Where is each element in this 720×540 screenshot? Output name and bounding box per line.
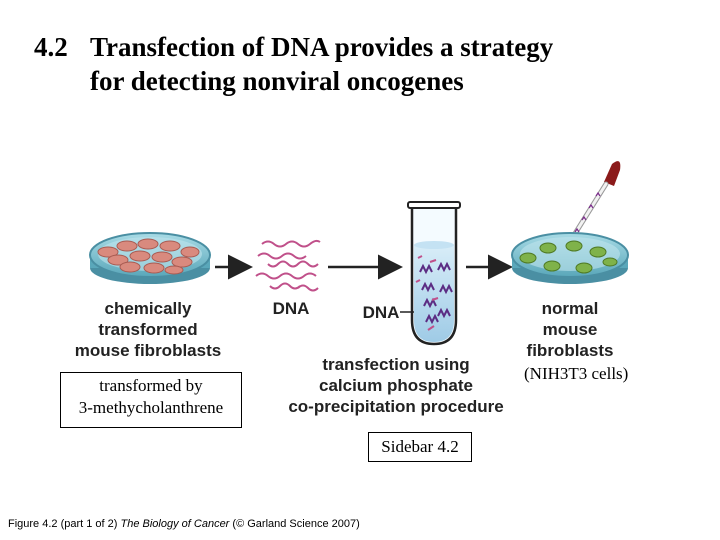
caption-prefix: Figure 4.2 (part 1 of 2) (8, 518, 118, 530)
label-transformed-line3: mouse fibroblasts (74, 341, 222, 360)
dna-strands (256, 241, 320, 291)
label-normal-line1: normal (541, 299, 599, 318)
label-dna-free: DNA (272, 299, 310, 318)
note-transformed-by (60, 372, 242, 428)
caption-book-title: The Biology of Cancer (120, 518, 230, 530)
note-sidebar: Sidebar 4.2 (368, 432, 472, 462)
note-nih3t3-cells: (NIH3T3 cells) (524, 364, 629, 383)
figure-caption (8, 518, 360, 530)
label-transfection-line1: transfection using (322, 355, 470, 374)
label-transformed-fibroblasts (60, 298, 236, 361)
label-normal-line2: mouse (542, 320, 598, 339)
test-tube (408, 202, 460, 344)
transformed-dish (90, 233, 210, 284)
caption-suffix: (© Garland Science 2007) (232, 518, 360, 530)
note-transformed-by-line2: 3-methycholanthrene (78, 398, 224, 417)
label-transformed-line2: transformed (98, 320, 198, 339)
title-line-2: for detecting nonviral oncogenes (90, 66, 464, 96)
title-line-1: Transfection of DNA provides a strategy (90, 32, 554, 62)
normal-dish (512, 233, 628, 284)
note-transformed-by-line1: transformed by (99, 376, 203, 395)
label-dna-tube: DNA (362, 303, 400, 322)
label-normal-line3: fibroblasts (526, 341, 614, 360)
label-normal-fibroblasts (518, 298, 622, 361)
label-transformed-line1: chemically (104, 299, 192, 318)
label-transfection-line3: co-precipitation procedure (288, 397, 504, 416)
label-transfection-procedure (280, 354, 512, 417)
label-transfection-line2: calcium phosphate (319, 376, 473, 395)
slide-number: 4.2 (34, 32, 68, 62)
